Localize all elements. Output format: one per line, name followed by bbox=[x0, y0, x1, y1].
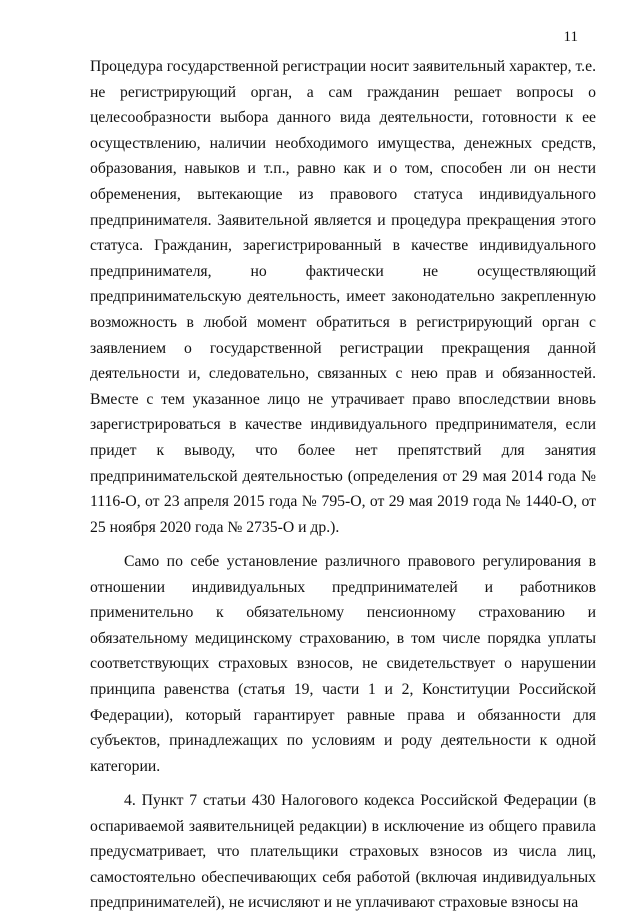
paragraph-equality-principle: Само по себе установление различного правового регулирования в отношении индивидуальных предпринимателей и работников применительно к обязательному пенсионному страхованию и обязательному медицинскому страхованию, в том числе порядка уплаты соответствующих страховых взносов, не свидетельствует о нарушении принципа равенства (статья 19, части 1 и 2, Конституции Российской Федерации), который гарантирует равные права и обязанности для субъектов, принадлежащих по условиям и роду деятельности к одной категории. bbox=[90, 552, 596, 775]
paragraph-tax-code-article-430: 4. Пункт 7 статьи 430 Налогового кодекса Российской Федерации (в оспариваемой заявительницей редакции) в исключение из общего правила предусматривает, что плательщики страховых взносов из числа лиц, самостоятельно обеспечивающих себя работой (включая индивидуальных предпринимателей), не исчисляют и не уплачивают страховые взносы на bbox=[90, 792, 596, 912]
paragraph-registration-procedure: Процедура государственной регистрации носит заявительный характер, т.е. не регистрирующий орган, а сам гражданин решает вопросы о целесообразности выбора данного вида деятельности, готовности к ее осуществлению, наличии необходимого имущества, денежных средств, образования, навыков и т.п., равно как и о том, способен ли он нести обременения, вытекающие из правового статуса индивидуального предпринимателя. Заявительной является и процедура прекращения этого статуса. Гражданин, зарегистрированный в качестве индивидуального предпринимателя, но фактически не осуществляющий предпринимательскую деятельность, имеет законодательно закрепленную возможность в любой момент обратиться в регистрирующий орган с заявлением о государственной регистрации прекращения данной деятельности и, следовательно, связанных с нею прав и обязанностей. Вместе с тем указанное лицо не утрачивает право впоследствии вновь зарегистрироваться в качестве индивидуального предпринимателя, если придет к выводу, что более нет препятствий для занятия предпринимательской деятельностью (определения от 29 мая 2014 года № 1116-О, от 23 апреля 2015 года № 795-О, от 29 мая 2019 года № 1440-О, от 25 ноября 2020 года № 2735-О и др.). bbox=[90, 58, 596, 536]
page-number: 11 bbox=[563, 29, 578, 45]
document-body bbox=[90, 54, 596, 916]
